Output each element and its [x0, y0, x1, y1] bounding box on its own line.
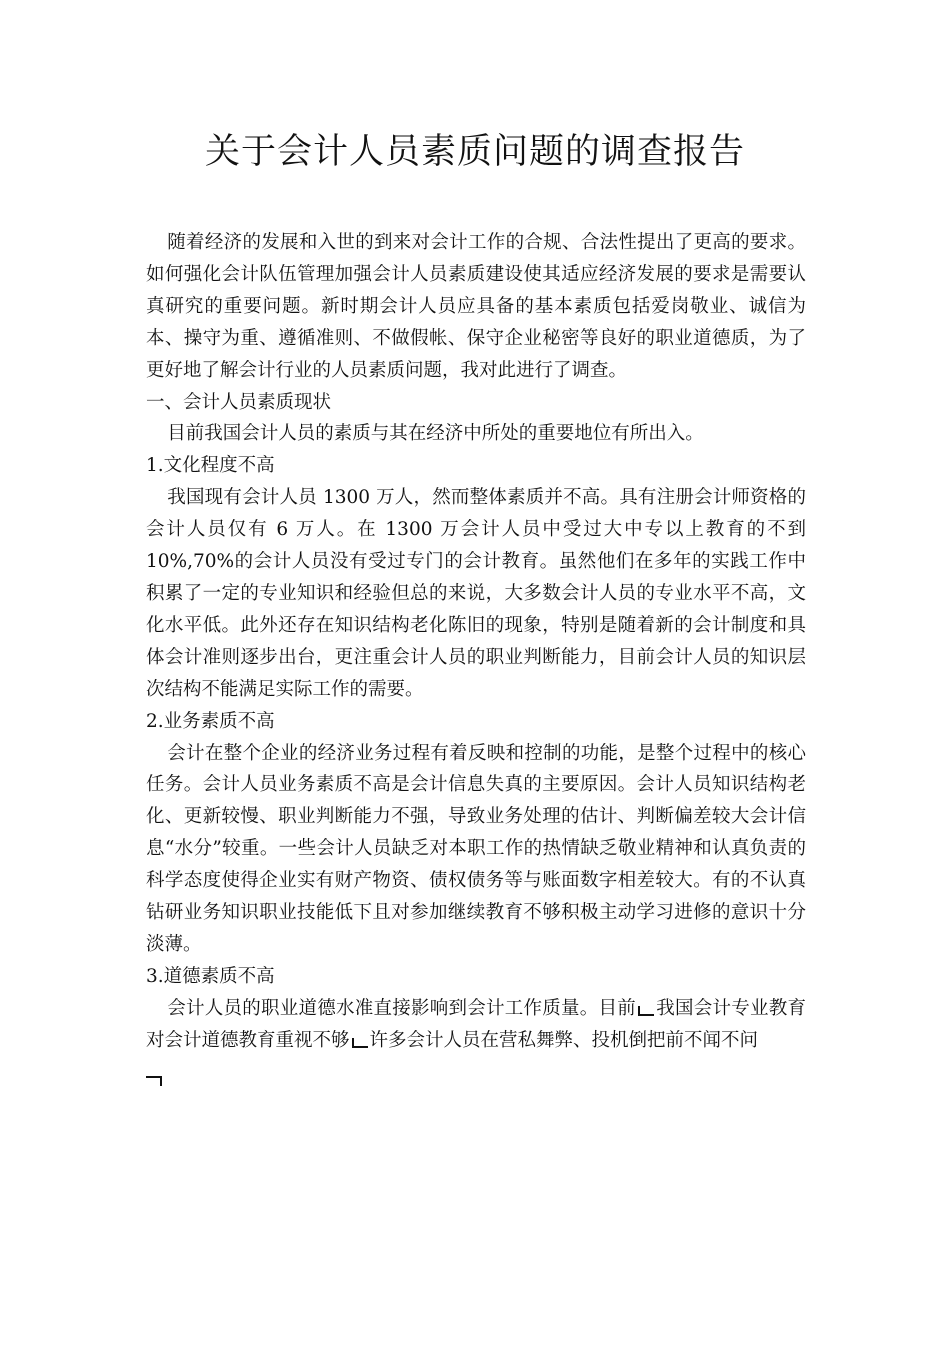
bracket-mark-icon [638, 1006, 654, 1016]
bracket-mark-icon [352, 1038, 368, 1048]
subsection-heading-1: 1.文化程度不高 [146, 455, 275, 477]
subsection-2-paragraph: 会计在整个企业的经济业务过程有着反映和控制的功能，是整个过程中的核心任务。会计人员业务素质不高是会计信息失真的主要原因。会计人员知识结构老化、更新较慢、职业判断能力不强，导致业务处理的估计、判断偏差较大会计信息“水分”较重。一些会计人员缺乏对本职工作的热情缺乏敬业精神和认真负责的科学态度使得企业实有财产物资、债权债务等与账面数字相差较大。有的不认真钻研业务知识职业技能低下且对参加继续教育不够积极主动学习进修的意识十分淡薄。 [146, 742, 806, 955]
section-1-intro: 目前我国会计人员的素质与其在经济中所处的重要地位有所出入。 [167, 423, 704, 445]
subsection-heading-3: 3.道德素质不高 [146, 965, 275, 987]
subsection-3-text-c: 许多会计人员在营私舞弊、投机倒把前不闻不问 [369, 1029, 759, 1051]
subsection-3-text-a: 会计人员的职业道德水准直接影响到会计工作质量。目前 [167, 997, 636, 1019]
subsection-heading-2: 2.业务素质不高 [146, 710, 275, 732]
bracket-mark-icon [146, 1076, 162, 1086]
document-body [146, 227, 806, 1088]
subsection-3-paragraph [146, 993, 806, 1089]
subsection-1-paragraph: 我国现有会计人员 1300 万人，然而整体素质并不高。具有注册会计师资格的会计人员仅有 6 万人。在 1300 万会计人员中受过大中专以上教育的不到10%,70%的会计人员没有受过专门的会计教育。虽然他们在多年的实践工作中积累了一定的专业知识和经验但总的来说，大多数会计人员的专业水平不高，文化水平低。此外还存在知识结构老化陈旧的现象，特别是随着新的会计制度和具体会计准则逐步出台，更注重会计人员的职业判断能力，目前会计人员的知识层次结构不能满足实际工作的需要。 [146, 487, 806, 700]
subsection-3-text-b: 我国会计专业教育对会计道德教育重视不够 [146, 997, 806, 1051]
section-heading-1: 一、会计人员素质现状 [146, 391, 332, 413]
document-title: 关于会计人员素质问题的调查报告 [204, 132, 745, 172]
intro-paragraph: 随着经济的发展和入世的到来对会计工作的合规、合法性提出了更高的要求。如何强化会计队伍管理加强会计人员素质建设使其适应经济发展的要求是需要认真研究的重要问题。新时期会计人员应具备的基本素质包括爱岗敬业、诚信为本、操守为重、遵循准则、不做假帐、保守企业秘密等良好的职业道德质，为了更好地了解会计行业的人员素质问题，我对此进行了调查。 [146, 232, 806, 381]
